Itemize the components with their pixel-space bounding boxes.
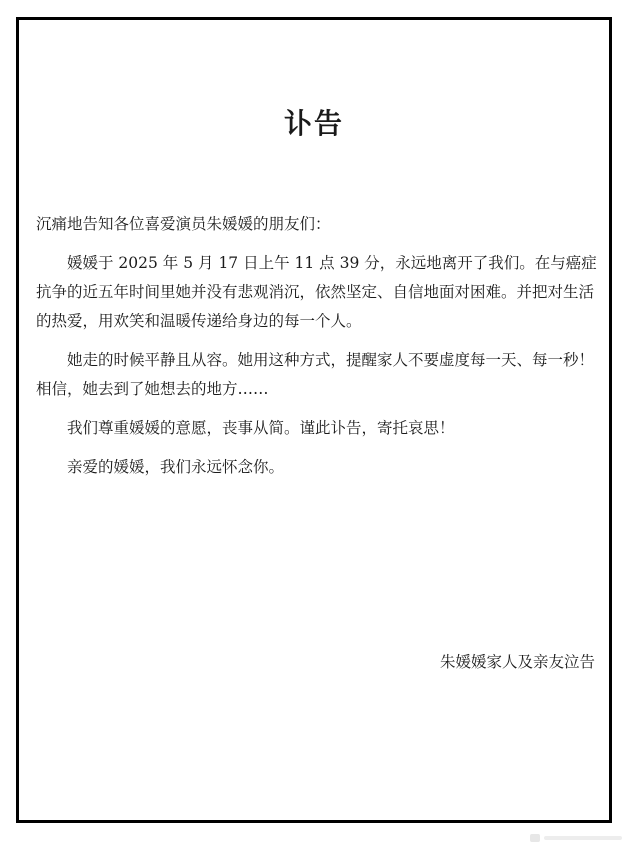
notice-greeting: 沉痛地告知各位喜爱演员朱媛媛的朋友们： — [36, 215, 331, 233]
notice-paragraph-1: 媛媛于 2025 年 5 月 17 日上午 11 点 39 分，永远地离开了我们。在与癌症抗争的近五年时间里她并没有悲观消沉，依然坚定、自信地面对困难。并把对生活的热爱，用欢笑和温暖传递给身边的每一个人。 — [36, 254, 597, 330]
notice-paragraph-4: 亲爱的媛媛，我们永远怀念你。 — [67, 458, 285, 476]
notice-title: 讣告 — [283, 107, 344, 140]
notice-paragraph-2: 她走的时候平静且从容。她用这种方式，提醒家人不要虚度每一天、每一秒！相信，她去到了她想去的地方…… — [36, 351, 595, 398]
notice-paragraph-3: 我们尊重媛媛的意愿，丧事从简。谨此讣告，寄托哀思！ — [67, 419, 455, 437]
bottom-strip — [0, 823, 640, 853]
notice-page — [16, 17, 612, 823]
notice-body — [36, 210, 601, 492]
watermark-icon — [530, 831, 626, 845]
notice-signature: 朱媛媛家人及亲友泣告 — [439, 653, 595, 671]
